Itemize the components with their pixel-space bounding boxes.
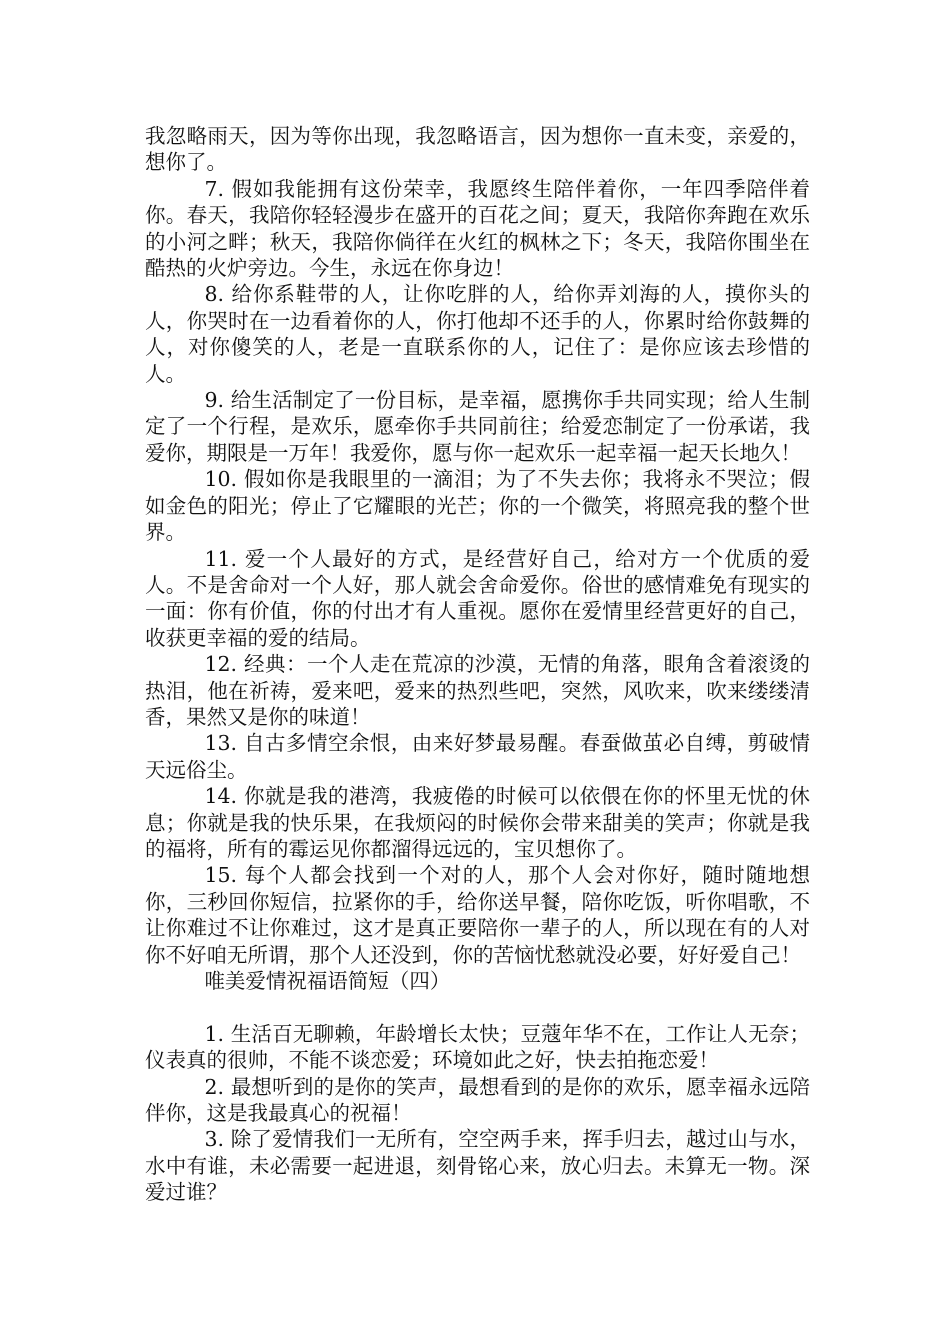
section-heading: 唯美爱情祝福语简短（四） (204, 969, 451, 993)
paragraph-item-14: 14. 你就是我的港湾，我疲倦的时候可以依偎在你的怀里无忧的休息；你就是我的快乐果，在我烦闷的时候你会带来甜美的笑声；你就是我的福将，所有的霉运见你都溜得远远的，宝贝想你了。 (145, 784, 810, 861)
paragraph-section4-item-3: 3. 除了爱情我们一无所有，空空两手来，挥手归去，越过山与水，水中有谁，未必需要一起进退，刻骨铭心来，放心归去。未算无一物。深爱过谁？ (145, 1127, 810, 1205)
paragraph-item-13: 13. 自古多情空余恨，由来好梦最易醒。春蚕做茧必自缚，剪破情天远俗尘。 (145, 731, 810, 782)
paragraph-item-7: 7. 假如我能拥有这份荣幸，我愿终生陪伴着你，一年四季陪伴着你。春天，我陪你轻轻漫步在盛开的百花之间；夏天，我陪你奔跑在欢乐的小河之畔；秋天，我陪你倘徉在火红的枫林之下；冬天，我陪你围坐在酷热的火炉旁边。今生，永远在你身边！ (145, 176, 810, 281)
paragraph-item-15: 15. 每个人都会找到一个对的人，那个人会对你好，随时随地想你，三秒回你短信，拉紧你的手，给你送早餐，陪你吃饭，听你唱歌，不让你难过不让你难过，这才是真正要陪你一辈子的人，所以现在有的人对你不好咱无所谓，那个人还没到，你的苦恼忧愁就没必要，好好爱自己！ (145, 863, 810, 967)
paragraph-section4-item-2: 2. 最想听到的是你的笑声，最想看到的是你的欢乐，愿幸福永远陪伴你，这是我最真心的祝福！ (145, 1074, 810, 1126)
paragraph-item-9: 9. 给生活制定了一份目标，是幸福，愿携你手共同实现；给人生制定了一个行程，是欢乐，愿牵你手共同前往；给爱恋制定了一份承诺，我爱你，期限是一万年！我爱你，愿与你一起欢乐一起幸福一起天长地久！ (145, 388, 810, 465)
blank-line (145, 994, 810, 1020)
paragraph-section4-item-1: 1. 生活百无聊赖，年龄增长太快；豆蔻年华不在，工作让人无奈；仪表真的很帅，不能不谈恋爱；环境如此之好，快去拍拖恋爱！ (145, 1021, 810, 1073)
paragraph-item-11: 11. 爱一个人最好的方式，是经营好自己，给对方一个优质的爱人。不是舍命对一个人好，那人就会舍命爱你。俗世的感情难免有现实的一面：你有价值，你的付出才有人重视。愿你在爱情里经营更好的自己，收获更幸福的爱的结局。 (145, 546, 810, 650)
paragraph-item-8: 8. 给你系鞋带的人，让你吃胖的人，给你弄刘海的人，摸你头的人，你哭时在一边看着你的人，你打他却不还手的人，你累时给你鼓舞的人，对你傻笑的人，老是一直联系你的人，记住了：是你应该去珍惜的人。 (145, 282, 810, 386)
paragraph-item-10: 10. 假如你是我眼里的一滴泪；为了不失去你；我将永不哭泣；假如金色的阳光；停止了它耀眼的光芒；你的一个微笑，将照亮我的整个世界。 (145, 467, 810, 545)
document-page (145, 123, 810, 1206)
paragraph-item-12: 12. 经典：一个人走在荒凉的沙漠，无情的角落，眼角含着滚烫的热泪，他在祈祷，爱来吧，爱来的热烈些吧，突然，风吹来，吹来缕缕清香，果然又是你的味道！ (145, 652, 810, 729)
paragraph-continuation: 我忽略雨天，因为等你出现，我忽略语言，因为想你一直未变，亲爱的，想你了。 (145, 124, 810, 175)
